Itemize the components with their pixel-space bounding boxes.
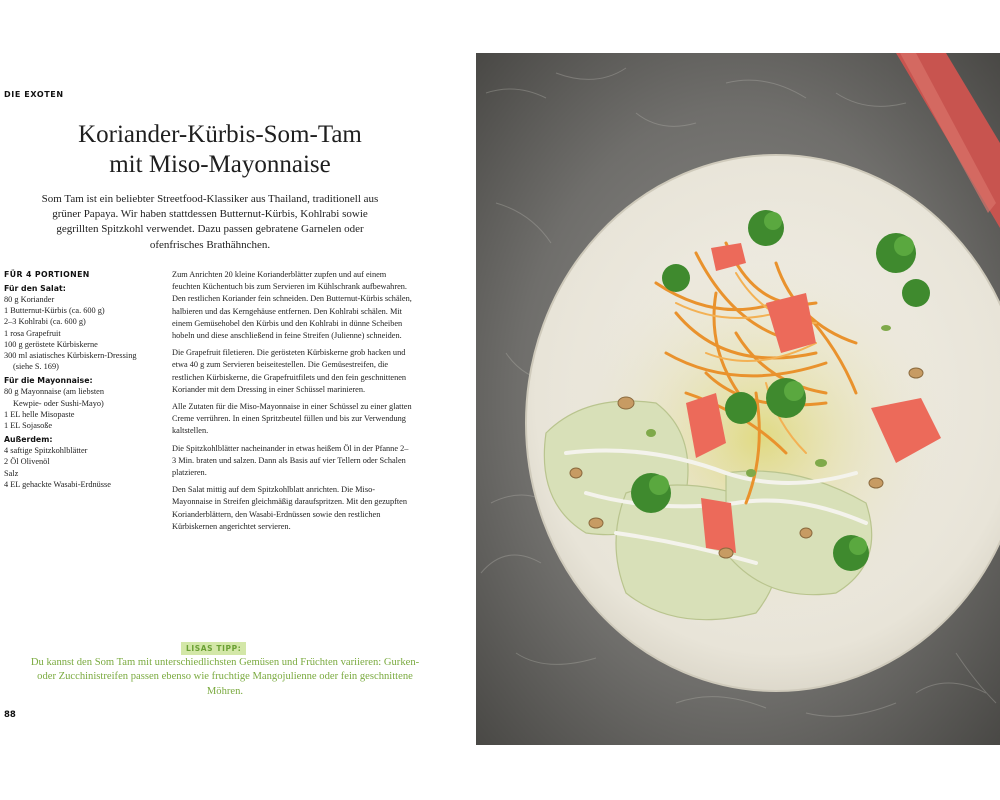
instruction-step: Alle Zutaten für die Miso-Mayonnaise in einer Schüssel zu einer glatten Creme verrühren. In einen Spritzbeutel füllen und bis zur Verwendung kaltstellen. xyxy=(172,402,412,436)
ingredient-item: 80 g Koriander xyxy=(4,295,55,304)
tip-text: Du kannst den Som Tam mit unterschiedlichsten Gemüsen und Früchten variieren: Gurken- oder Zucchinistreifen passen ebenso wie fruchtige Mangojulienne oder fein geschnittene Möhren. xyxy=(30,657,420,697)
salad-group xyxy=(4,283,162,372)
extra-heading: Außerdem: xyxy=(4,435,53,445)
salad-heading: Für den Salat: xyxy=(4,284,66,293)
mayo-group xyxy=(4,375,162,431)
recipe-photo xyxy=(476,53,1000,745)
tip-badge: LISAS TIPP: xyxy=(181,642,246,655)
ingredient-item: 1 rosa Grapefruit xyxy=(4,328,61,338)
ingredient-item: Kewpie- oder Sushi-Mayo) xyxy=(13,398,104,408)
instruction-step: Zum Anrichten 20 kleine Korianderblätter zupfen und auf einem feuchten Küchentuch bis zum Servieren im Kühlschrank aufbewahren. Den restlichen Koriander fein schneiden. Den Butternut-Kürbis schälen, halbieren und das Kerngehäuse entfernen. Den Kohlrabi schälen. Mit einem Gemüsehobel den Kürbis und den Kohlrabi in dünne Scheiben hobeln und diese anschließend in feine Streifen (Julienne) schneiden. xyxy=(172,270,412,341)
instruction-step: Den Salat mittig auf dem Spitzkohlblatt anrichten. Die Miso-Mayonnaise in Streifen gleichmäßig daraufspritzen. Mit den gezupften Korianderblättern, den Wasabi-Erdnüssen sowie den restlichen Kürbiskernen angerichtet servieren. xyxy=(172,485,408,531)
ingredient-item: 2–3 Kohlrabi (ca. 600 g) xyxy=(4,317,86,327)
ingredients-column xyxy=(4,269,162,490)
title-line-1: Koriander-Kürbis-Som-Tam xyxy=(78,121,362,148)
title-line-2: mit Miso-Mayonnaise xyxy=(109,151,331,178)
page-number: 88 xyxy=(4,710,16,720)
mayo-heading: Für die Mayonnaise: xyxy=(4,376,93,386)
instructions-column xyxy=(172,269,412,538)
intro-text: Som Tam ist ein beliebter Streetfood-Klassiker aus Thailand, traditionell aus grüner Papaya. Wir haben stattdessen Butternut-Kürbis, Kohlrabi sowie gegrillten Spitzkohl verwendet. Dazu passen gebratene Garnelen oder ofenfrisches Brathähnchen. xyxy=(41,193,379,251)
ingredient-item: 4 EL gehackte Wasabi-Erdnüsse xyxy=(4,479,111,489)
ingredient-item: Salz xyxy=(4,468,19,478)
ingredient-item: 1 Butternut-Kürbis (ca. 600 g) xyxy=(4,306,105,316)
ingredient-item: 2 Öl Olivenöl xyxy=(4,457,50,467)
extra-group xyxy=(4,434,162,490)
ingredient-item: 1 EL Sojasoße xyxy=(4,421,53,431)
ingredient-item: 1 EL helle Misopaste xyxy=(4,409,75,419)
ingredient-item: 100 g geröstete Kürbiskerne xyxy=(4,339,98,349)
recipe-title xyxy=(30,120,410,180)
ingredient-item: 80 g Mayonnaise (am liebsten xyxy=(4,387,105,397)
ingredient-item: (siehe S. 169) xyxy=(13,362,59,372)
ingredient-item: 300 ml asiatisches Kürbiskern-Dressing xyxy=(4,351,137,361)
section-label: DIE EXOTEN xyxy=(4,90,64,99)
instruction-step: Die Grapefruit filetieren. Die gerösteten Kürbiskerne grob hacken und etwa 40 g zum Servieren beiseitestellen. Die Gemüsestreifen, die restlichen Kürbiskerne, die Grapefruitfilets und den fein geschnittenen Koriander mit dem Dressing in einer Schüssel marinieren. xyxy=(172,348,407,394)
instruction-step: Die Spitzkohlblätter nacheinander in etwas heißem Öl in der Pfanne 2–3 Min. braten und salzen. Dann als Basis auf vier Tellern oder Schalen platzieren. xyxy=(172,443,409,478)
ingredient-item: 4 saftige Spitzkohlblätter xyxy=(4,446,88,456)
portions-heading: FÜR 4 PORTIONEN xyxy=(4,270,90,279)
